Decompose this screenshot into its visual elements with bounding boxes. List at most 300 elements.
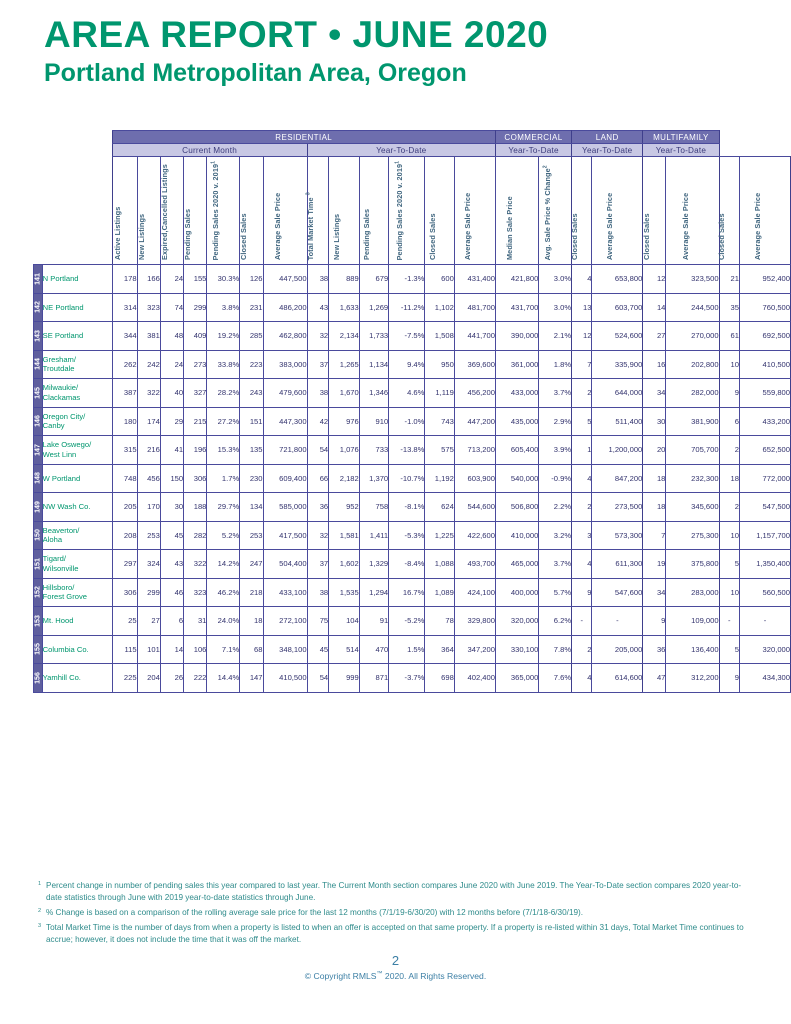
data-cell: 698 bbox=[425, 664, 454, 693]
area-name-line: Wilsonville bbox=[42, 563, 79, 573]
data-cell: 180 bbox=[112, 407, 137, 436]
data-cell: 34 bbox=[643, 379, 666, 408]
data-cell: 465,000 bbox=[495, 550, 538, 579]
data-cell: 315 bbox=[112, 436, 137, 465]
data-cell: 603,700 bbox=[592, 293, 643, 322]
data-cell: 324 bbox=[137, 550, 160, 579]
area-code-label: 153 bbox=[34, 614, 42, 627]
data-cell: 1,088 bbox=[425, 550, 454, 579]
data-cell: 5.7% bbox=[539, 578, 572, 607]
data-cell: 524,600 bbox=[592, 322, 643, 351]
data-cell: 6.2% bbox=[539, 607, 572, 636]
data-cell: -8.1% bbox=[389, 493, 425, 522]
data-cell: 24 bbox=[160, 265, 183, 294]
data-cell: 42 bbox=[307, 407, 329, 436]
column-header-12 bbox=[454, 157, 495, 265]
data-cell: 43 bbox=[160, 550, 183, 579]
data-cell: 713,200 bbox=[454, 436, 495, 465]
area-name-line: Milwaukie/ bbox=[42, 383, 79, 393]
data-cell: 225 bbox=[112, 664, 137, 693]
data-cell: -0.9% bbox=[539, 464, 572, 493]
data-cell: 383,000 bbox=[263, 350, 307, 379]
area-code-label: 143 bbox=[34, 329, 42, 342]
data-cell: 20 bbox=[643, 436, 666, 465]
area-code-cell bbox=[34, 635, 43, 664]
data-cell: 12 bbox=[572, 322, 592, 351]
data-cell: 1,508 bbox=[425, 322, 454, 351]
data-cell: 2,134 bbox=[329, 322, 360, 351]
data-cell: 644,000 bbox=[592, 379, 643, 408]
copyright-notice bbox=[0, 971, 791, 981]
column-header-3 bbox=[184, 157, 207, 265]
data-cell: 13 bbox=[572, 293, 592, 322]
data-cell: 28.2% bbox=[207, 379, 240, 408]
area-name-line: W Portland bbox=[42, 473, 81, 483]
data-cell: 4 bbox=[572, 550, 592, 579]
data-cell: 26 bbox=[160, 664, 183, 693]
data-cell: 299 bbox=[184, 293, 207, 322]
data-cell: 18 bbox=[240, 607, 263, 636]
data-cell: 16 bbox=[643, 350, 666, 379]
table-row bbox=[34, 607, 791, 636]
copyright-text: © Copyright RMLS bbox=[304, 971, 377, 981]
data-cell: 3.7% bbox=[539, 379, 572, 408]
data-cell: 2.1% bbox=[539, 322, 572, 351]
data-cell: 283,000 bbox=[666, 578, 719, 607]
data-cell: 3.2% bbox=[539, 521, 572, 550]
data-cell: 758 bbox=[359, 493, 388, 522]
data-cell: 45 bbox=[160, 521, 183, 550]
area-name-line: Oregon City/ bbox=[42, 411, 86, 421]
area-code-label: 144 bbox=[34, 358, 42, 371]
group-header-residential: RESIDENTIAL bbox=[112, 131, 495, 144]
data-cell: 322 bbox=[184, 550, 207, 579]
data-cell: 24.0% bbox=[207, 607, 240, 636]
data-cell: 481,700 bbox=[454, 293, 495, 322]
area-name-cell bbox=[42, 350, 112, 379]
data-cell: 166 bbox=[137, 265, 160, 294]
data-cell: -5.3% bbox=[389, 521, 425, 550]
data-cell: 447,300 bbox=[263, 407, 307, 436]
copyright-year-text: 2020. All Rights Reserved. bbox=[382, 971, 487, 981]
page-number: 2 bbox=[391, 953, 400, 968]
data-cell: 21 bbox=[719, 265, 739, 294]
table-row bbox=[34, 265, 791, 294]
area-name-line: Forest Grove bbox=[42, 592, 87, 602]
data-cell: 247 bbox=[240, 550, 263, 579]
column-header-label: Closed Sales bbox=[239, 213, 249, 260]
data-cell: 3.0% bbox=[539, 265, 572, 294]
column-header-0 bbox=[112, 157, 137, 265]
data-cell: 748 bbox=[112, 464, 137, 493]
data-cell: 45 bbox=[307, 635, 329, 664]
data-cell: 101 bbox=[137, 635, 160, 664]
table-row bbox=[34, 464, 791, 493]
area-name-line: Hillsboro/ bbox=[42, 582, 75, 592]
data-cell: 361,000 bbox=[495, 350, 538, 379]
data-cell: 104 bbox=[329, 607, 360, 636]
data-cell: 9 bbox=[643, 607, 666, 636]
data-cell: 136,400 bbox=[666, 635, 719, 664]
table-head bbox=[34, 131, 791, 265]
area-name-cell bbox=[42, 436, 112, 465]
data-cell: 46.2% bbox=[207, 578, 240, 607]
data-cell: 2 bbox=[572, 635, 592, 664]
data-cell: 605,400 bbox=[495, 436, 538, 465]
page-subtitle: Portland Metropolitan Area, Oregon bbox=[44, 58, 467, 87]
data-cell: 262 bbox=[112, 350, 137, 379]
data-cell: 7.6% bbox=[539, 664, 572, 693]
column-header-1 bbox=[137, 157, 160, 265]
subgroup-header-0: Current Month bbox=[112, 144, 307, 157]
data-cell: 433,200 bbox=[739, 407, 790, 436]
data-cell: 653,800 bbox=[592, 265, 643, 294]
area-name-cell bbox=[42, 265, 112, 294]
data-cell: 1,200,000 bbox=[592, 436, 643, 465]
column-header-9 bbox=[359, 157, 388, 265]
data-cell: 312,200 bbox=[666, 664, 719, 693]
data-cell: 285 bbox=[240, 322, 263, 351]
data-cell: 329,800 bbox=[454, 607, 495, 636]
data-cell: 470 bbox=[359, 635, 388, 664]
data-cell: 320,000 bbox=[495, 607, 538, 636]
data-cell: 170 bbox=[137, 493, 160, 522]
column-header-label: Pending Sales bbox=[183, 208, 193, 260]
footnote bbox=[38, 922, 752, 946]
data-cell: 15.3% bbox=[207, 436, 240, 465]
data-cell: 1,535 bbox=[329, 578, 360, 607]
data-cell: 462,800 bbox=[263, 322, 307, 351]
data-cell: - bbox=[592, 607, 643, 636]
data-cell: -5.2% bbox=[389, 607, 425, 636]
data-cell: 1,102 bbox=[425, 293, 454, 322]
data-cell: 188 bbox=[184, 493, 207, 522]
data-cell: 3 bbox=[572, 521, 592, 550]
table-row bbox=[34, 635, 791, 664]
data-cell: 486,200 bbox=[263, 293, 307, 322]
data-cell: 910 bbox=[359, 407, 388, 436]
footnote-marker: 2 bbox=[38, 907, 42, 914]
area-name-line: Yamhill Co. bbox=[42, 673, 81, 682]
group-header-multifamily: MULTIFAMILY bbox=[643, 131, 719, 144]
column-header-8 bbox=[329, 157, 360, 265]
data-cell: 147 bbox=[240, 664, 263, 693]
data-cell: 603,900 bbox=[454, 464, 495, 493]
column-header-label: Closed Sales bbox=[717, 213, 727, 260]
data-cell: 1.7% bbox=[207, 464, 240, 493]
column-header-5 bbox=[240, 157, 263, 265]
data-cell: 479,600 bbox=[263, 379, 307, 408]
area-code-label: 147 bbox=[34, 443, 42, 456]
data-cell: 344 bbox=[112, 322, 137, 351]
area-code-cell bbox=[34, 464, 43, 493]
data-cell: 575 bbox=[425, 436, 454, 465]
data-cell: 205,000 bbox=[592, 635, 643, 664]
data-cell: 652,500 bbox=[739, 436, 790, 465]
data-cell: 273,500 bbox=[592, 493, 643, 522]
subgroup-header-2: Year-To-Date bbox=[495, 144, 571, 157]
column-header-label: Total Market Time $^3$ bbox=[305, 191, 315, 260]
data-cell: 41 bbox=[160, 436, 183, 465]
footnote-marker: 3 bbox=[38, 922, 42, 929]
column-header-label: Pending Sales 2020 v. 2019$^1$ bbox=[210, 160, 221, 260]
table-row bbox=[34, 407, 791, 436]
data-cell: 282,000 bbox=[666, 379, 719, 408]
area-code-cell bbox=[34, 379, 43, 408]
table-row bbox=[34, 550, 791, 579]
column-header-11 bbox=[425, 157, 454, 265]
footnote-ref: 3 bbox=[305, 191, 312, 195]
data-cell: 9.4% bbox=[389, 350, 425, 379]
data-cell: 435,000 bbox=[495, 407, 538, 436]
column-header-label: Average Sale Price bbox=[462, 192, 472, 260]
data-cell: 34 bbox=[643, 578, 666, 607]
data-cell: 6 bbox=[719, 407, 739, 436]
area-name-line: Gresham/ bbox=[42, 354, 76, 364]
data-cell: 66 bbox=[307, 464, 329, 493]
data-cell: 1,269 bbox=[359, 293, 388, 322]
column-header-17 bbox=[643, 157, 666, 265]
data-cell: 330,100 bbox=[495, 635, 538, 664]
data-cell: 1,411 bbox=[359, 521, 388, 550]
data-cell: 205 bbox=[112, 493, 137, 522]
data-cell: 48 bbox=[160, 322, 183, 351]
area-name-line: Tigard/ bbox=[42, 554, 67, 564]
data-cell: 1,225 bbox=[425, 521, 454, 550]
column-header-16 bbox=[592, 157, 643, 265]
data-cell: 721,800 bbox=[263, 436, 307, 465]
data-cell: 253 bbox=[137, 521, 160, 550]
data-cell: 150 bbox=[160, 464, 183, 493]
area-name-line: Lake Oswego/ bbox=[42, 440, 92, 450]
data-cell: 1,733 bbox=[359, 322, 388, 351]
data-cell: 323 bbox=[184, 578, 207, 607]
data-cell: 456,200 bbox=[454, 379, 495, 408]
data-cell: 54 bbox=[307, 664, 329, 693]
data-cell: 135 bbox=[240, 436, 263, 465]
area-code-cell bbox=[34, 407, 43, 436]
data-cell: 12 bbox=[643, 265, 666, 294]
data-cell: 27 bbox=[643, 322, 666, 351]
data-cell: 3.8% bbox=[207, 293, 240, 322]
footnote bbox=[38, 880, 752, 904]
column-header-13 bbox=[495, 157, 538, 265]
data-cell: 115 bbox=[112, 635, 137, 664]
data-cell: 18 bbox=[719, 464, 739, 493]
data-cell: 43 bbox=[307, 293, 329, 322]
data-cell: 273 bbox=[184, 350, 207, 379]
data-cell: 447,500 bbox=[263, 265, 307, 294]
column-header-label: Median Sale Price bbox=[505, 196, 515, 260]
data-cell: 14.4% bbox=[207, 664, 240, 693]
subgroup-header-3: Year-To-Date bbox=[572, 144, 643, 157]
data-cell: 433,000 bbox=[495, 379, 538, 408]
column-header-4 bbox=[207, 157, 240, 265]
data-cell: 410,500 bbox=[739, 350, 790, 379]
column-header-label: Average Sale Price bbox=[605, 192, 615, 260]
area-name-cell bbox=[42, 464, 112, 493]
data-cell: 38 bbox=[307, 578, 329, 607]
data-cell: 75 bbox=[307, 607, 329, 636]
area-name-cell bbox=[42, 293, 112, 322]
table-row bbox=[34, 379, 791, 408]
area-code-label: 156 bbox=[34, 671, 42, 684]
data-cell: 381,900 bbox=[666, 407, 719, 436]
data-cell: 10 bbox=[719, 578, 739, 607]
data-cell: 1,633 bbox=[329, 293, 360, 322]
data-cell: 506,800 bbox=[495, 493, 538, 522]
data-cell: 1,329 bbox=[359, 550, 388, 579]
column-header-label: Pending Sales 2020 v. 2019$^1$ bbox=[394, 160, 404, 260]
data-cell: 323 bbox=[137, 293, 160, 322]
data-cell: 364 bbox=[425, 635, 454, 664]
data-cell: - bbox=[739, 607, 790, 636]
column-header-10 bbox=[389, 157, 425, 265]
data-cell: 243 bbox=[240, 379, 263, 408]
data-cell: 540,000 bbox=[495, 464, 538, 493]
data-cell: 322 bbox=[137, 379, 160, 408]
data-cell: 871 bbox=[359, 664, 388, 693]
data-cell: 733 bbox=[359, 436, 388, 465]
subband-spacer bbox=[34, 144, 113, 157]
data-cell: 2 bbox=[719, 436, 739, 465]
data-cell: 323,500 bbox=[666, 265, 719, 294]
data-cell: 5 bbox=[719, 550, 739, 579]
area-code-label: 142 bbox=[34, 301, 42, 314]
data-cell: 409 bbox=[184, 322, 207, 351]
data-cell: 1,119 bbox=[425, 379, 454, 408]
data-cell: 29.7% bbox=[207, 493, 240, 522]
data-cell: 46 bbox=[160, 578, 183, 607]
data-cell: 3.9% bbox=[539, 436, 572, 465]
data-cell: 1,346 bbox=[359, 379, 388, 408]
data-cell: 2 bbox=[572, 493, 592, 522]
area-code-cell bbox=[34, 550, 43, 579]
area-name-cell bbox=[42, 635, 112, 664]
page-title-block bbox=[44, 16, 548, 88]
area-code-cell bbox=[34, 265, 43, 294]
table-row bbox=[34, 521, 791, 550]
data-cell: 32 bbox=[307, 521, 329, 550]
data-cell: 7.8% bbox=[539, 635, 572, 664]
data-cell: 560,500 bbox=[739, 578, 790, 607]
data-cell: -3.7% bbox=[389, 664, 425, 693]
data-cell: 950 bbox=[425, 350, 454, 379]
data-cell: 347,200 bbox=[454, 635, 495, 664]
footnote-text: Percent change in number of pending sales this year compared to last year. The Current Month section compares June 2020 with June 2019. The Year-To-Date section compares 2020 year-to-date statistics through June with 2019 year-to-date statistics through June. bbox=[46, 881, 742, 902]
data-cell: 5.2% bbox=[207, 521, 240, 550]
area-name-cell bbox=[42, 550, 112, 579]
data-cell: 417,500 bbox=[263, 521, 307, 550]
area-name-line: NW Wash Co. bbox=[42, 502, 91, 511]
area-code-label: 146 bbox=[34, 415, 42, 428]
data-cell: 109,000 bbox=[666, 607, 719, 636]
data-cell: 433,100 bbox=[263, 578, 307, 607]
data-cell: 976 bbox=[329, 407, 360, 436]
data-cell: 14 bbox=[643, 293, 666, 322]
footnote bbox=[38, 907, 752, 919]
data-cell: 27 bbox=[137, 607, 160, 636]
data-cell: 760,500 bbox=[739, 293, 790, 322]
data-cell: 952 bbox=[329, 493, 360, 522]
column-header-2 bbox=[160, 157, 183, 265]
data-cell: 231 bbox=[240, 293, 263, 322]
area-code-cell bbox=[34, 493, 43, 522]
data-cell: 174 bbox=[137, 407, 160, 436]
data-cell: -1.0% bbox=[389, 407, 425, 436]
data-cell: 134 bbox=[240, 493, 263, 522]
data-cell: 705,700 bbox=[666, 436, 719, 465]
data-cell: 889 bbox=[329, 265, 360, 294]
data-cell: 1,581 bbox=[329, 521, 360, 550]
data-cell: 27.2% bbox=[207, 407, 240, 436]
data-cell: 400,000 bbox=[495, 578, 538, 607]
area-name-line: Troutdale bbox=[42, 364, 75, 374]
data-cell: -13.8% bbox=[389, 436, 425, 465]
group-header-land: LAND bbox=[572, 131, 643, 144]
area-code-label: 148 bbox=[34, 472, 42, 485]
data-cell: 609,400 bbox=[263, 464, 307, 493]
data-cell: 573,300 bbox=[592, 521, 643, 550]
data-cell: 600 bbox=[425, 265, 454, 294]
data-cell: 1,157,700 bbox=[739, 521, 790, 550]
data-cell: 30 bbox=[160, 493, 183, 522]
data-cell: 547,500 bbox=[739, 493, 790, 522]
data-cell: 743 bbox=[425, 407, 454, 436]
area-name-line: N Portland bbox=[42, 274, 79, 283]
data-cell: 772,000 bbox=[739, 464, 790, 493]
data-cell: 29 bbox=[160, 407, 183, 436]
data-cell: 2,182 bbox=[329, 464, 360, 493]
data-cell: 624 bbox=[425, 493, 454, 522]
data-cell: 1,089 bbox=[425, 578, 454, 607]
footnote-text: % Change is based on a comparison of the rolling average sale price for the last 12 months (7/1/19-6/30/20) with 12 months before (7/1/18-6/30/19). bbox=[46, 907, 584, 917]
data-cell: 253 bbox=[240, 521, 263, 550]
column-header-label: Pending Sales bbox=[361, 208, 371, 260]
data-cell: 36 bbox=[643, 635, 666, 664]
data-cell: 3.0% bbox=[539, 293, 572, 322]
data-cell: 320,000 bbox=[739, 635, 790, 664]
data-cell: 999 bbox=[329, 664, 360, 693]
area-name-cell bbox=[42, 322, 112, 351]
area-code-label: 155 bbox=[34, 643, 42, 656]
data-cell: 37 bbox=[307, 350, 329, 379]
data-cell: 61 bbox=[719, 322, 739, 351]
area-code-cell bbox=[34, 350, 43, 379]
data-cell: 47 bbox=[643, 664, 666, 693]
data-cell: 223 bbox=[240, 350, 263, 379]
data-cell: 299 bbox=[137, 578, 160, 607]
data-cell: 36 bbox=[307, 493, 329, 522]
data-cell: 410,500 bbox=[263, 664, 307, 693]
data-cell: 196 bbox=[184, 436, 207, 465]
table-body bbox=[34, 265, 791, 693]
footnote-ref: 2 bbox=[542, 164, 549, 168]
area-code-cell bbox=[34, 664, 43, 693]
table-row bbox=[34, 493, 791, 522]
data-cell: 38 bbox=[307, 379, 329, 408]
column-header-14 bbox=[539, 157, 572, 265]
data-cell: 74 bbox=[160, 293, 183, 322]
column-header-row bbox=[34, 157, 791, 265]
subgroup-band-row bbox=[34, 144, 791, 157]
column-header-label: Closed Sales bbox=[427, 213, 437, 260]
table-row bbox=[34, 436, 791, 465]
column-header-label: Average Sale Price bbox=[680, 192, 690, 260]
data-cell: 1,602 bbox=[329, 550, 360, 579]
data-cell: 14 bbox=[160, 635, 183, 664]
area-code-label: 150 bbox=[34, 529, 42, 542]
